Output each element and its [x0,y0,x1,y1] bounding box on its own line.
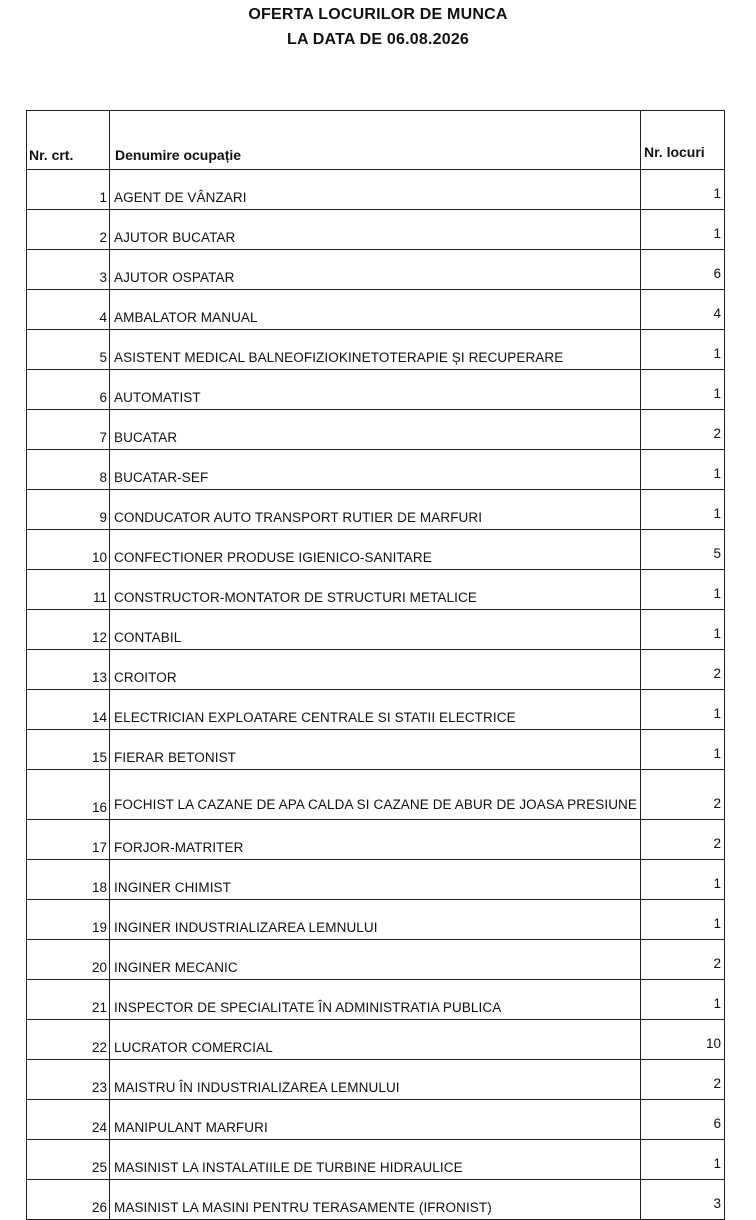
row-occupation: AUTOMATIST [110,370,641,410]
table-header-row [27,111,725,170]
row-nr: 18 [27,860,110,900]
row-occupation: BUCATAR [110,410,641,450]
row-places: 5 [641,530,725,570]
row-occupation: AGENT DE VÂNZARI [110,170,641,210]
row-places: 2 [641,770,725,820]
row-occupation: INGINER INDUSTRIALIZAREA LEMNULUI [110,900,641,940]
row-occupation: INGINER CHIMIST [110,860,641,900]
row-places: 1 [641,330,725,370]
table-row [27,1180,725,1220]
row-occupation: MAISTRU ÎN INDUSTRIALIZAREA LEMNULUI [110,1060,641,1100]
row-places: 1 [641,860,725,900]
document-date: LA DATA DE 06.08.2026 [286,31,470,48]
row-occupation [110,770,641,820]
row-places: 1 [641,570,725,610]
row-nr: 4 [27,290,110,330]
row-places: 1 [641,690,725,730]
row-places: 1 [641,1140,725,1180]
row-nr: 6 [27,370,110,410]
row-occupation: LUCRATOR COMERCIAL [110,1020,641,1060]
row-places: 4 [641,290,725,330]
row-occupation: INSPECTOR DE SPECIALITATE ÎN ADMINISTRATIA PUBLICA [110,980,641,1020]
row-places: 1 [641,730,725,770]
row-occupation-text: FOCHIST LA CAZANE DE APA CALDA SI CAZANE DE ABUR DE JOASA PRESIUNE [114,797,638,812]
header-nr-crt: Nr. crt. [27,111,110,170]
row-nr: 7 [27,410,110,450]
row-nr: 14 [27,690,110,730]
row-occupation: AMBALATOR MANUAL [110,290,641,330]
row-nr: 16 [27,770,110,820]
row-nr: 1 [27,170,110,210]
row-occupation: FORJOR-MATRITER [110,820,641,860]
row-places: 2 [641,650,725,690]
row-places: 2 [641,820,725,860]
row-nr: 25 [27,1140,110,1180]
row-nr: 21 [27,980,110,1020]
table-row [27,1140,725,1180]
table-row [27,410,725,450]
document-title: OFERTA LOCURILOR DE MUNCA [248,6,508,23]
table-row [27,610,725,650]
row-nr: 12 [27,610,110,650]
row-occupation: ELECTRICIAN EXPLOATARE CENTRALE SI STATII ELECTRICE [110,690,641,730]
row-occupation: ASISTENT MEDICAL BALNEOFIZIOKINETOTERAPIE ȘI RECUPERARE [110,330,641,370]
table-row [27,250,725,290]
table-row [27,650,725,690]
row-nr: 23 [27,1060,110,1100]
row-places: 1 [641,170,725,210]
row-occupation: AJUTOR OSPATAR [110,250,641,290]
row-nr: 22 [27,1020,110,1060]
table-row [27,860,725,900]
table-row [27,690,725,730]
table-row [27,210,725,250]
table-row [27,330,725,370]
row-places: 2 [641,1060,725,1100]
row-nr: 20 [27,940,110,980]
table-row [27,770,725,820]
table-row [27,980,725,1020]
row-occupation: CONSTRUCTOR-MONTATOR DE STRUCTURI METALICE [110,570,641,610]
row-occupation: BUCATAR-SEF [110,450,641,490]
row-occupation: CONDUCATOR AUTO TRANSPORT RUTIER DE MARFURI [110,490,641,530]
row-occupation: MASINIST LA INSTALATIILE DE TURBINE HIDRAULICE [110,1140,641,1180]
table-row [27,290,725,330]
row-places: 1 [641,450,725,490]
header-denumire: Denumire ocupație [110,111,641,170]
row-places: 2 [641,940,725,980]
table-row [27,820,725,860]
row-places: 1 [641,370,725,410]
table-row [27,900,725,940]
table-row [27,1100,725,1140]
row-places: 6 [641,250,725,290]
row-occupation: MASINIST LA MASINI PENTRU TERASAMENTE (IFRONIST) [110,1180,641,1220]
table-row [27,940,725,980]
row-places: 1 [641,980,725,1020]
row-places: 1 [641,900,725,940]
row-places: 2 [641,410,725,450]
table-row [27,370,725,410]
table-row [27,730,725,770]
row-nr: 15 [27,730,110,770]
row-places: 1 [641,610,725,650]
row-places: 1 [641,210,725,250]
row-occupation: INGINER MECANIC [110,940,641,980]
row-occupation: AJUTOR BUCATAR [110,210,641,250]
table-row [27,530,725,570]
jobs-table [26,110,725,1220]
table-row [27,490,725,530]
row-places: 6 [641,1100,725,1140]
row-occupation: MANIPULANT MARFURI [110,1100,641,1140]
row-nr: 3 [27,250,110,290]
row-nr: 13 [27,650,110,690]
row-places: 3 [641,1180,725,1220]
table-row [27,570,725,610]
row-places: 1 [641,490,725,530]
row-nr: 10 [27,530,110,570]
table-row [27,1060,725,1100]
row-occupation: CONFECTIONER PRODUSE IGIENICO-SANITARE [110,530,641,570]
row-places: 10 [641,1020,725,1060]
table-row [27,170,725,210]
row-nr: 5 [27,330,110,370]
row-nr: 2 [27,210,110,250]
row-occupation: CROITOR [110,650,641,690]
row-nr: 9 [27,490,110,530]
row-occupation: CONTABIL [110,610,641,650]
table-row [27,450,725,490]
table-row [27,1020,725,1060]
row-nr: 17 [27,820,110,860]
row-nr: 19 [27,900,110,940]
row-nr: 11 [27,570,110,610]
row-nr: 26 [27,1180,110,1220]
header-nr-locuri: Nr. locuri [641,111,725,170]
row-nr: 8 [27,450,110,490]
row-nr: 24 [27,1100,110,1140]
row-occupation: FIERAR BETONIST [110,730,641,770]
